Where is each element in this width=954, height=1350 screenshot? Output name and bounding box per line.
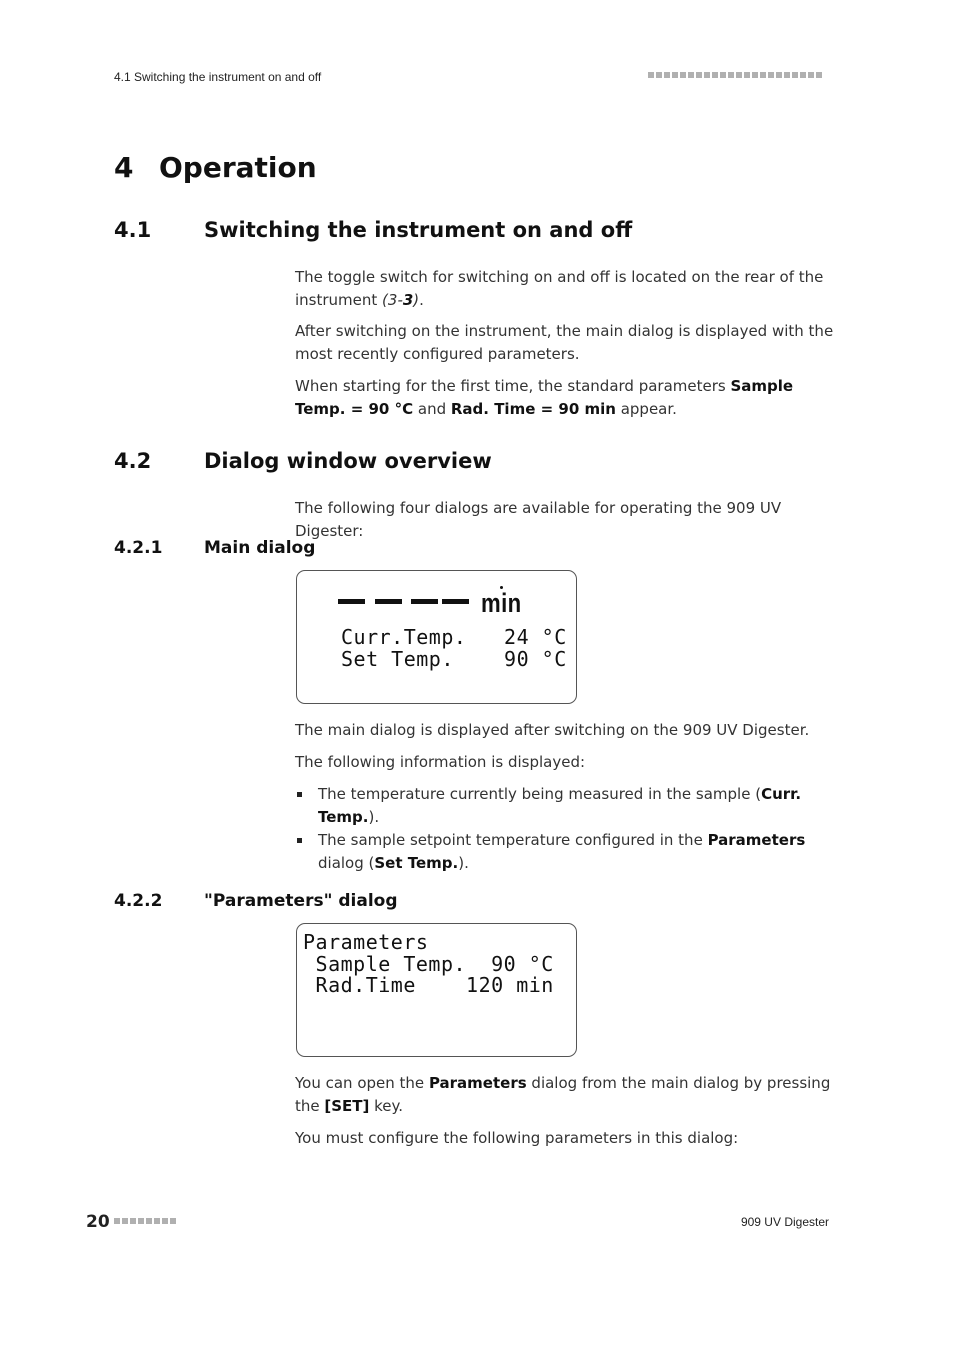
- list-item: The sample setpoint temperature configured in the Parameters dialog (Set Temp.).: [295, 829, 835, 874]
- section-4-1-heading: [114, 218, 814, 246]
- page-number: 20: [86, 1212, 110, 1232]
- paragraph: You can open the Parameters dialog from the main dialog by pressing the [SET] key.: [295, 1074, 831, 1115]
- chapter-title: [114, 151, 317, 184]
- chapter-number: 4: [114, 151, 134, 184]
- section-number: 4.2.1: [114, 538, 163, 558]
- section-title: "Parameters" dialog: [204, 891, 398, 911]
- time-dash: [338, 599, 365, 604]
- section-title: Switching the instrument on and off: [204, 218, 633, 242]
- footer-decoration: [114, 1218, 176, 1224]
- time-dash: [375, 599, 402, 604]
- section-title: Main dialog: [204, 538, 316, 558]
- running-header: 4.1 Switching the instrument on and off: [114, 70, 322, 84]
- time-dash: [442, 599, 469, 604]
- paragraph: The following four dialogs are available for operating the 909 UV Digester:: [295, 499, 782, 540]
- section-number: 4.2: [114, 449, 152, 473]
- paragraph: After switching on the instrument, the main dialog is displayed with the most recently configured parameters.: [295, 322, 834, 363]
- set-temp-line: Set Temp. 90 °C: [341, 647, 567, 671]
- sample-temp-line: Sample Temp. 90 °C: [303, 952, 554, 976]
- paragraph: You must configure the following parameters in this dialog:: [295, 1129, 739, 1147]
- list-item: The temperature currently being measured in the sample (Curr. Temp.).: [295, 783, 835, 828]
- paragraph: The following information is displayed:: [295, 753, 586, 771]
- header-decoration: [648, 72, 822, 78]
- paragraph: The toggle switch for switching on and off is located on the rear of the instrument (3-3).: [295, 268, 824, 309]
- section-4-2-1-heading: [114, 538, 814, 562]
- section-4-2-2-heading: [114, 891, 814, 915]
- running-footer: 909 UV Digester: [740, 1215, 829, 1229]
- current-temp-line: Curr.Temp. 24 °C: [341, 625, 567, 649]
- time-dash: [411, 599, 438, 604]
- paragraph: The main dialog is displayed after switching on the 909 UV Digester.: [295, 721, 810, 739]
- info-list: [295, 783, 835, 875]
- parameters-dialog-display: [296, 923, 577, 1057]
- section-number: 4.2.2: [114, 891, 163, 911]
- main-dialog-display: [296, 570, 577, 704]
- paragraph: When starting for the first time, the standard parameters Sample Temp. = 90 °C and Rad. Time = 90 min appear.: [295, 377, 794, 418]
- figure-ref: (3-: [382, 290, 403, 309]
- section-title: Dialog window overview: [204, 449, 492, 473]
- time-unit: min: [481, 588, 522, 618]
- section-4-2-heading: [114, 449, 814, 477]
- section-number: 4.1: [114, 218, 152, 242]
- dialog-title-line: Parameters: [303, 930, 429, 954]
- chapter-title-text: Operation: [159, 151, 317, 184]
- rad-time-line: Rad.Time 120 min: [303, 973, 554, 997]
